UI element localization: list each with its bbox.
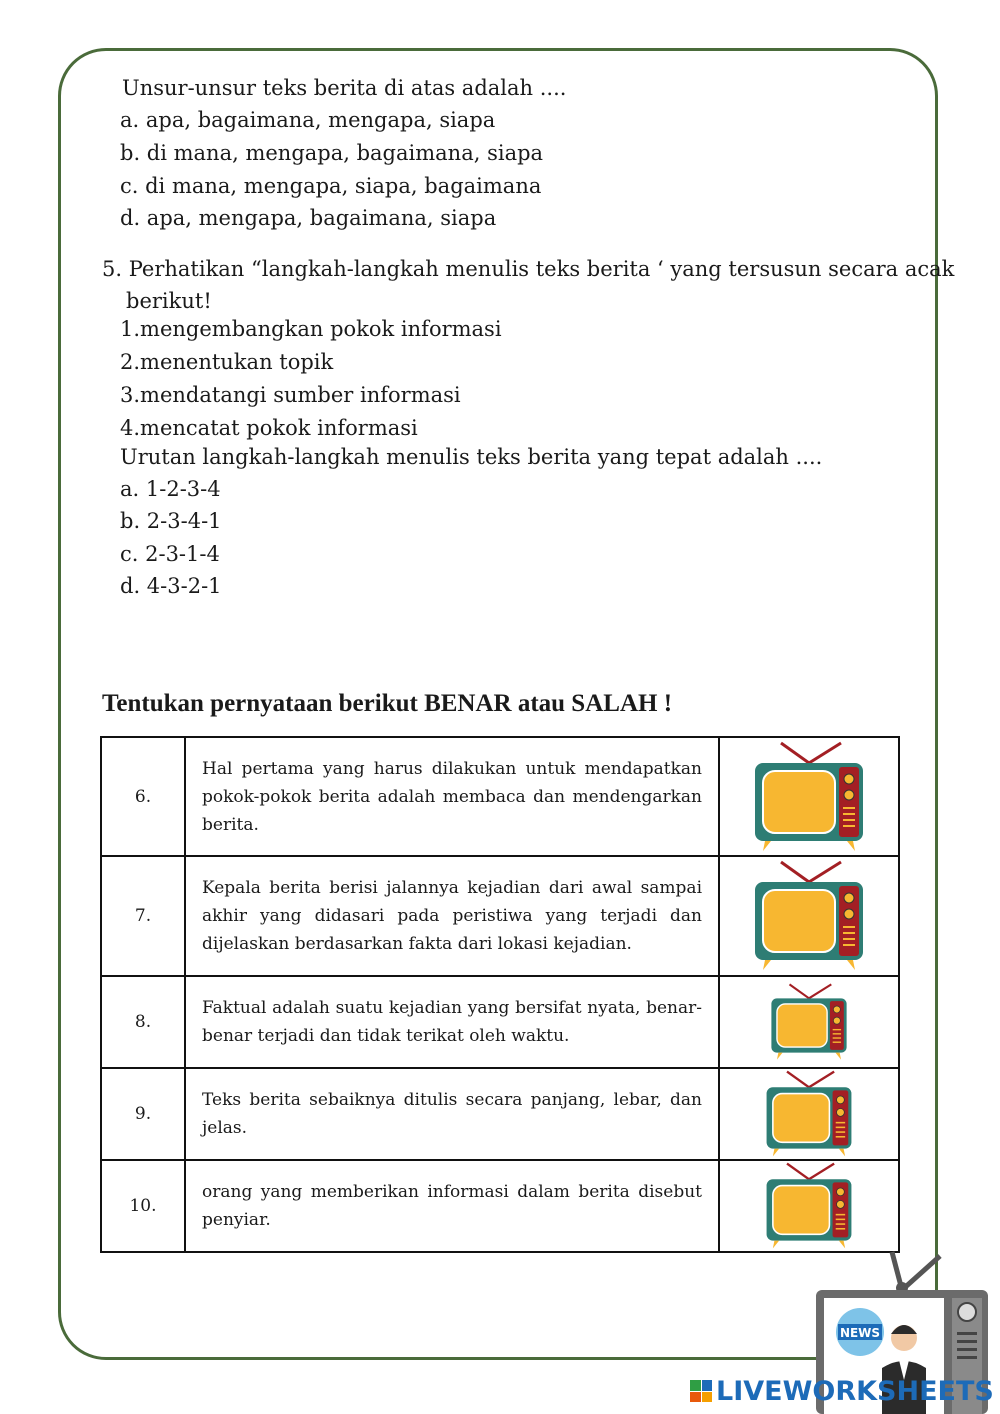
table-row bbox=[101, 856, 899, 976]
question5-stem-line1: 5. Perhatikan “langkah-langkah menulis teks berita ‘ yang tersusun secara acak bbox=[102, 257, 955, 281]
statement-text: Teks berita sebaiknya ditulis secara panjang, lebar, dan jelas. bbox=[185, 1068, 719, 1160]
statement-text: Kepala berita berisi jalannya kejadian dari awal sampai akhir yang didasari pada peristiwa yang terjadi dan dijelaskan berdasarkan fakta dari lokasi kejadian. bbox=[185, 856, 719, 976]
retro-tv-icon[interactable] bbox=[751, 860, 867, 972]
question5-stem-line2: berikut! bbox=[126, 289, 212, 313]
retro-tv-icon[interactable] bbox=[762, 1070, 856, 1158]
row-number: 6. bbox=[101, 737, 185, 856]
table-row bbox=[101, 1068, 899, 1160]
statement-text: orang yang memberikan informasi dalam berita disebut penyiar. bbox=[185, 1160, 719, 1252]
row-number: 8. bbox=[101, 976, 185, 1068]
retro-tv-icon[interactable] bbox=[767, 983, 851, 1061]
question5-prompt: Urutan langkah-langkah menulis teks berita yang tepat adalah .... bbox=[120, 445, 823, 469]
step-number: 1. bbox=[120, 317, 141, 341]
row-number: 9. bbox=[101, 1068, 185, 1160]
question4-option-b: b. di mana, mengapa, bagaimana, siapa bbox=[120, 141, 544, 165]
question4-option-c: c. di mana, mengapa, siapa, bagaimana bbox=[120, 174, 542, 198]
answer-drop-target[interactable] bbox=[719, 1160, 899, 1252]
step-number: 4. bbox=[120, 416, 141, 440]
question4-option-a: a. apa, bagaimana, mengapa, siapa bbox=[120, 108, 496, 132]
row-number: 7. bbox=[101, 856, 185, 976]
section-heading: Tentukan pernyataan berikut BENAR atau SALAH ! bbox=[102, 690, 673, 717]
answer-drop-target[interactable] bbox=[719, 856, 899, 976]
statement-text: Faktual adalah suatu kejadian yang bersifat nyata, benar-benar terjadi dan tidak terikat oleh waktu. bbox=[185, 976, 719, 1068]
question5-option-c: c. 2-3-1-4 bbox=[120, 542, 220, 566]
retro-tv-icon[interactable] bbox=[762, 1162, 856, 1250]
answer-drop-target[interactable] bbox=[719, 976, 899, 1068]
question4-stem: Unsur-unsur teks berita di atas adalah .... bbox=[122, 76, 567, 100]
step-text: mencatat pokok informasi bbox=[140, 416, 418, 440]
true-false-table bbox=[100, 736, 900, 1253]
table-row bbox=[101, 737, 899, 856]
logo-mark-icon bbox=[690, 1380, 712, 1402]
liveworksheets-logo bbox=[690, 1374, 994, 1408]
question4-option-d: d. apa, mengapa, bagaimana, siapa bbox=[120, 206, 497, 230]
question5-step-3 bbox=[120, 385, 461, 406]
step-number: 2. bbox=[120, 350, 141, 374]
step-text: mengembangkan pokok informasi bbox=[140, 317, 502, 341]
logo-text: LIVEWORKSHEETS bbox=[716, 1375, 994, 1407]
question5-step-4 bbox=[120, 418, 418, 439]
question5-step-1 bbox=[120, 319, 502, 340]
question5-option-a: a. 1-2-3-4 bbox=[120, 477, 221, 501]
question5-step-2 bbox=[120, 352, 333, 373]
question5-option-b: b. 2-3-4-1 bbox=[120, 509, 222, 533]
retro-tv-icon[interactable] bbox=[751, 741, 867, 853]
statement-text: Hal pertama yang harus dilakukan untuk mendapatkan pokok-pokok berita adalah membaca dan mendengarkan berita. bbox=[185, 737, 719, 856]
step-number: 3. bbox=[120, 383, 141, 407]
news-badge: NEWS bbox=[839, 1326, 881, 1340]
question5-option-d: d. 4-3-2-1 bbox=[120, 574, 222, 598]
step-text: menentukan topik bbox=[140, 350, 334, 374]
row-number: 10. bbox=[101, 1160, 185, 1252]
step-text: mendatangi sumber informasi bbox=[140, 383, 461, 407]
answer-drop-target[interactable] bbox=[719, 737, 899, 856]
answer-drop-target[interactable] bbox=[719, 1068, 899, 1160]
table-row bbox=[101, 1160, 899, 1252]
table-row bbox=[101, 976, 899, 1068]
